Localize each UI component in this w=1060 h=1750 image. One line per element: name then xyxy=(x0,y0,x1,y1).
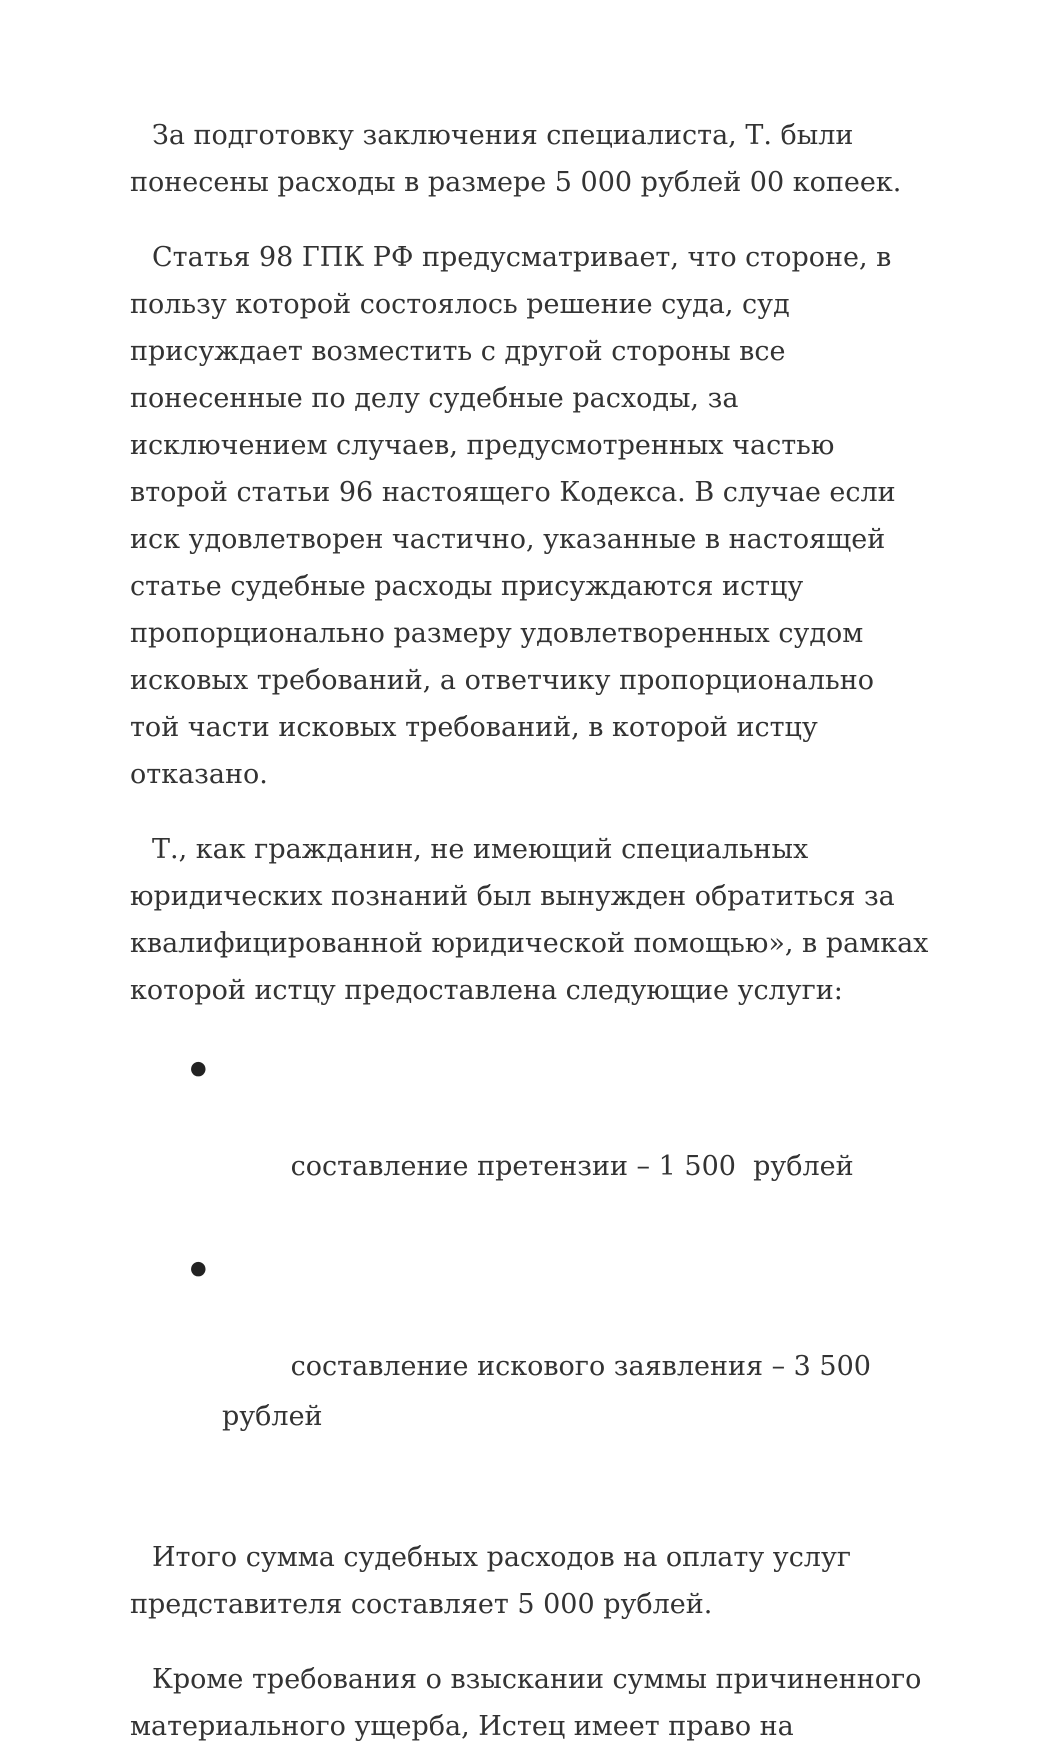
bullet-icon: ● xyxy=(190,1057,207,1079)
paragraph-article-98: Статья 98 ГПК РФ предусматривает, что стороне, в пользу которой состоялось решение суда, суд присуждает возместить с другой стороны все понесенные по делу судебные расходы, за исключением случаев, предусмотренных частью второй статьи 96 настоящего Кодекса. В случае если иск удовлетворен частично, указанные в настоящей статье судебные расходы присуждаются истцу пропорционально размеру удовлетворенных судом исковых требований, а ответчику пропорционально той части исковых требований, в которой истцу отказано. xyxy=(130,242,896,790)
document-body xyxy=(130,112,930,1750)
list-item xyxy=(190,1042,930,1242)
services-list xyxy=(130,1042,930,1492)
paragraph-expenses: За подготовку заключения специалиста, Т. были понесены расходы в размере 5 000 рублей 00 копеек. xyxy=(130,120,902,198)
list-item xyxy=(190,1242,930,1492)
bullet-icon: ● xyxy=(190,1257,207,1279)
list-item-text: составление искового заявления – 3 500 рублей xyxy=(222,1351,889,1432)
paragraph-claim-rights: Кроме требования о взыскании суммы причиненного материального ущерба, Истец имеет право на xyxy=(130,1664,922,1742)
paragraph-total: Итого сумма судебных расходов на оплату услуг представителя составляет 5 000 рублей. xyxy=(130,1542,851,1620)
list-item-text: составление претензии – 1 500 рублей xyxy=(290,1151,854,1182)
paragraph-legal-help: Т., как гражданин, не имеющий специальных юридических познаний был вынужден обратиться за квалифицированной юридической помощью», в рамках которой истцу предоставлена следующие услуги: xyxy=(130,834,929,1006)
